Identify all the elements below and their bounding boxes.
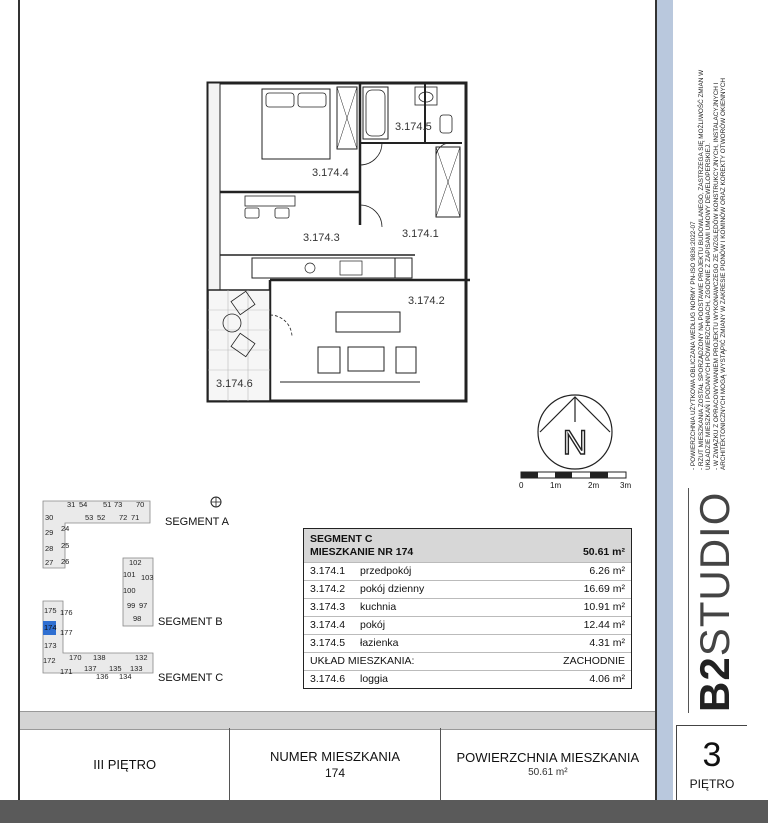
room-label-3-174-5: 3.174.5 xyxy=(395,121,432,133)
segment-b-label: SEGMENT B xyxy=(158,616,223,628)
unit-132: 132 xyxy=(135,653,148,662)
room-label-3-174-2: 3.174.2 xyxy=(408,295,445,307)
unit-99: 99 xyxy=(127,601,136,610)
unit-138: 138 xyxy=(93,653,106,662)
footer-area-title: POWIERZCHNIA MIESZKANIA xyxy=(456,750,640,765)
unit-54: 54 xyxy=(79,500,88,509)
footer-area-value: 50.61 m² xyxy=(528,767,568,778)
frame-left-border xyxy=(18,0,20,800)
unit-73: 73 xyxy=(114,500,123,509)
bottom-shade xyxy=(0,800,768,823)
unit-26: 26 xyxy=(61,557,70,566)
row-num: 3.174.2 xyxy=(310,583,346,595)
floor-word: PIĘTRO xyxy=(689,776,735,791)
unit-133: 133 xyxy=(130,664,143,673)
footer-floor-label: III PIĘTRO xyxy=(93,756,157,772)
row-area: 4.31 m² xyxy=(589,637,625,649)
floor-number-box xyxy=(676,725,747,802)
row-area: 10.91 m² xyxy=(583,601,625,613)
room-label-3-174-1: 3.174.1 xyxy=(402,228,439,240)
row-name: loggia xyxy=(360,673,389,685)
brand-divider xyxy=(688,488,689,713)
unit-28: 28 xyxy=(45,544,54,553)
unit-25: 25 xyxy=(61,541,70,550)
unit-103: 103 xyxy=(141,573,154,582)
unit-176: 176 xyxy=(60,608,73,617)
table-row xyxy=(304,580,631,598)
row-num: 3.174.3 xyxy=(310,601,346,613)
scale-label-0: 0 xyxy=(519,481,524,490)
table-orientation-row xyxy=(304,652,631,670)
unit-102: 102 xyxy=(129,558,142,567)
unit-173: 173 xyxy=(44,641,57,650)
unit-53: 53 xyxy=(85,513,94,522)
table-row xyxy=(304,616,631,634)
row-name: kuchnia xyxy=(360,601,397,613)
row-area: 12.44 m² xyxy=(583,619,625,631)
unit-175: 175 xyxy=(44,606,57,615)
orientation-value: ZACHODNIE xyxy=(563,655,625,667)
table-header xyxy=(304,529,631,562)
row-area: 4.06 m² xyxy=(589,673,625,685)
unit-100: 100 xyxy=(123,586,136,595)
footer-number-title: NUMER MIESZKANIA xyxy=(270,748,401,764)
unit-29: 29 xyxy=(45,528,54,537)
orientation-label: UKŁAD MIESZKANIA: xyxy=(310,655,415,667)
unit-72: 72 xyxy=(119,513,128,522)
table-segment: SEGMENT C xyxy=(310,533,373,545)
row-name: pokój dzienny xyxy=(360,583,425,595)
brand-bold: B2 xyxy=(691,656,738,712)
floor-number: 3 xyxy=(702,735,722,774)
side-notes xyxy=(690,69,728,478)
unit-170: 170 xyxy=(69,653,82,662)
note-line: - RZUT MIESZKANIA ZOSTAŁ SPORZĄDZONY NA PODSTAWIE PROJEKTU BUDOWLANEGO, ZASTRZEGA SIĘ MOŻLIWOŚĆ ZMIAN W xyxy=(697,69,705,470)
table-row xyxy=(304,562,631,580)
table-total-area: 50.61 m² xyxy=(582,546,625,558)
brand-logo xyxy=(691,491,738,722)
footer-title-block xyxy=(20,728,655,802)
table-loggia-row xyxy=(304,670,631,688)
unit-97: 97 xyxy=(139,601,148,610)
unit-30: 30 xyxy=(45,513,54,522)
row-name: łazienka xyxy=(360,637,399,649)
unit-137: 137 xyxy=(84,664,97,673)
unit-171: 171 xyxy=(60,667,73,676)
row-num: 3.174.4 xyxy=(310,619,346,631)
segment-a-label: SEGMENT A xyxy=(165,516,229,528)
row-num: 3.174.5 xyxy=(310,637,346,649)
unit-177: 177 xyxy=(60,628,73,637)
unit-134: 134 xyxy=(119,672,132,681)
unit-51: 51 xyxy=(103,500,112,509)
unit-71: 71 xyxy=(131,513,140,522)
note-line: - POWIERZCHNIA UŻYTKOWA OBLICZANA WEDŁUG NORMY PN-ISO 9836:2022-07 xyxy=(690,221,697,470)
side-color-strip xyxy=(657,0,673,800)
apartment-area-table xyxy=(303,528,632,689)
scale-label-3m: 3m xyxy=(620,481,632,490)
unit-136: 136 xyxy=(96,672,109,681)
table-row xyxy=(304,634,631,652)
table-apartment: MIESZKANIE NR 174 xyxy=(310,546,414,558)
row-name: przedpokój xyxy=(360,565,412,577)
side-notes-text xyxy=(690,0,728,470)
unit-172: 172 xyxy=(43,656,56,665)
footer-number-value: 174 xyxy=(325,765,346,780)
unit-24: 24 xyxy=(61,524,70,533)
apartment-floor-plan xyxy=(200,75,475,410)
room-label-3-174-4: 3.174.4 xyxy=(312,167,349,179)
row-area: 6.26 m² xyxy=(589,565,625,577)
footer-floor-cell xyxy=(20,728,230,800)
footer-area-cell xyxy=(441,728,655,800)
table-row xyxy=(304,598,631,616)
footer-number-cell xyxy=(230,728,440,800)
compass-letter: N xyxy=(562,424,588,462)
unit-27: 27 xyxy=(45,558,54,567)
unit-31: 31 xyxy=(67,500,76,509)
unit-101: 101 xyxy=(123,570,136,579)
note-line: ARCHITEKTONICZNYCH MOGĄ WYSTĄPIĆ ZMIANY W ZAKRESIE PIONÓW I KOMINÓW ORAZ KOREKTY OTWORÓW OKIENNYCH xyxy=(720,78,728,470)
segment-c-label: SEGMENT C xyxy=(158,672,224,684)
unit-98: 98 xyxy=(133,614,142,623)
scale-label-1m: 1m xyxy=(550,481,562,490)
unit-174: 174 xyxy=(44,623,57,632)
row-name: pokój xyxy=(360,619,386,631)
compass-north-arrow xyxy=(535,392,615,472)
room-label-3-174-3: 3.174.3 xyxy=(303,232,340,244)
unit-70: 70 xyxy=(136,500,145,509)
unit-52: 52 xyxy=(97,513,106,522)
unit-135: 135 xyxy=(109,664,122,673)
brand-light: STUDIO xyxy=(691,491,738,657)
scale-label-2m: 2m xyxy=(588,481,600,490)
note-line: - W ZWIĄZKU Z OPRACOWYWANIEM PROJEKTU WYKONAWCZEGO ZE WZGLĘDÓW KONSTRUKCYJNYCH, INSTALACYJNYCH I xyxy=(712,82,720,470)
row-num: 3.174.6 xyxy=(310,673,346,685)
room-label-3-174-6: 3.174.6 xyxy=(216,378,253,390)
scale-bar xyxy=(515,470,635,492)
note-line: UKŁADZIE MIESZKAŃ I PODANYCH POWIERZCHNIACH, ZGODNIE Z ZAPISAMI UMOWY DEWELOPERSKIEJ. xyxy=(705,143,713,470)
row-num: 3.174.1 xyxy=(310,565,346,577)
row-area: 16.69 m² xyxy=(583,583,625,595)
